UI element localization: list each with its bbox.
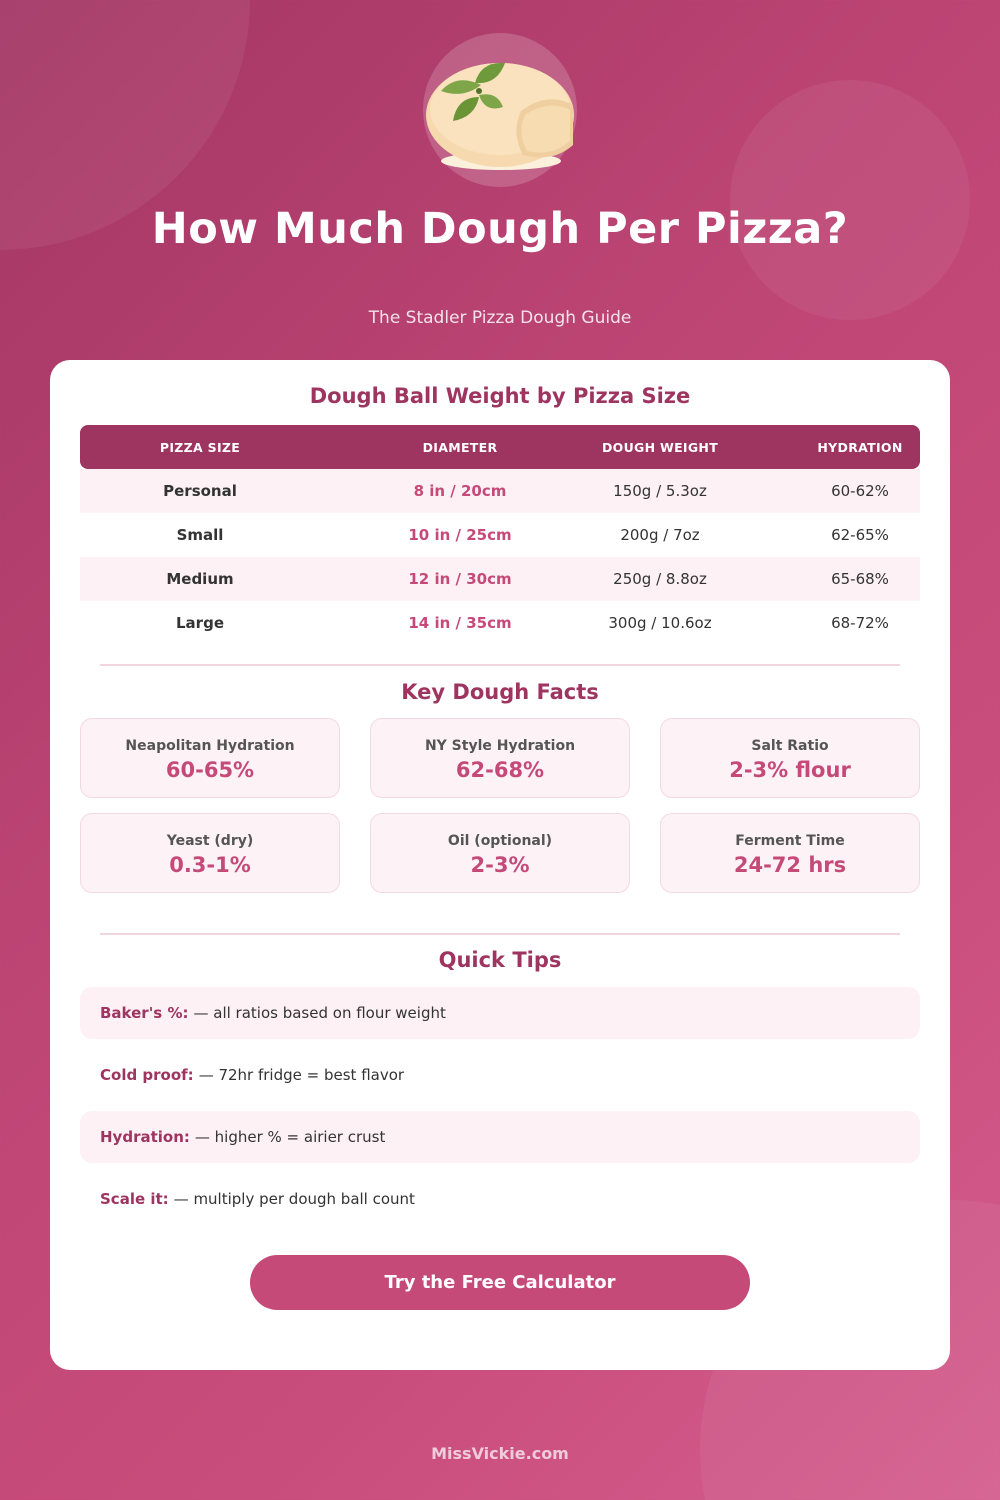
- cell-pizza-size: Personal: [163, 482, 237, 500]
- cell-dough-weight: 200g / 7oz: [620, 526, 700, 544]
- fact-label: Oil (optional): [447, 833, 553, 849]
- tip-item: [80, 1111, 920, 1163]
- fact-value: 2-3% flour: [729, 758, 851, 782]
- fact-label: Neapolitan Hydration: [125, 738, 295, 754]
- tip-text: — 72hr fridge = best flavor: [198, 1066, 405, 1084]
- table-row: [80, 557, 920, 601]
- fact-card: [80, 718, 340, 798]
- tip-key: Hydration:: [100, 1128, 190, 1146]
- fact-label: NY Style Hydration: [424, 738, 576, 754]
- fact-label: Salt Ratio: [751, 738, 829, 754]
- column-header-pizza-size: PIZZA SIZE: [159, 439, 241, 455]
- fact-label: Ferment Time: [735, 833, 845, 849]
- fact-label: Yeast (dry): [166, 833, 254, 849]
- cell-diameter: 14 in / 35cm: [408, 614, 512, 632]
- dough-ball-with-basil-icon: [423, 33, 577, 187]
- cell-pizza-size: Small: [176, 526, 224, 544]
- tips-section-title: Quick Tips: [438, 948, 562, 972]
- cell-pizza-size: Medium: [166, 570, 234, 588]
- cell-hydration: 60-62%: [831, 482, 889, 500]
- footer-site-link[interactable]: MissVickie.com: [431, 1444, 569, 1463]
- tip-text: — higher % = airier crust: [194, 1128, 386, 1146]
- content-card: [50, 360, 950, 1370]
- table-row: [80, 469, 920, 513]
- column-header-diameter: DIAMETER: [422, 439, 498, 455]
- cell-hydration: 62-65%: [831, 526, 889, 544]
- page-subtitle: The Stadler Pizza Dough Guide: [368, 308, 632, 328]
- cell-dough-weight: 300g / 10.6oz: [608, 614, 712, 632]
- fact-value: 0.3-1%: [169, 853, 251, 877]
- tip-item: [80, 1173, 920, 1225]
- cell-pizza-size: Large: [176, 614, 224, 632]
- fact-value: 60-65%: [165, 758, 255, 782]
- fact-value: 2-3%: [470, 853, 530, 877]
- table-row: [80, 601, 920, 645]
- cell-diameter: 12 in / 30cm: [408, 570, 512, 588]
- table-section-title: Dough Ball Weight by Pizza Size: [309, 384, 691, 408]
- cell-hydration: 68-72%: [831, 614, 889, 632]
- tip-key: Cold proof:: [100, 1066, 194, 1084]
- tip-text: — all ratios based on flour weight: [193, 1004, 446, 1022]
- fact-card: [80, 813, 340, 893]
- table-row: [80, 513, 920, 557]
- tip-item: [80, 1049, 920, 1101]
- dough-weight-table: [80, 425, 920, 645]
- table-header: [80, 425, 920, 469]
- cell-dough-weight: 250g / 8.8oz: [613, 570, 707, 588]
- column-header-dough-weight: DOUGH WEIGHT: [601, 439, 719, 455]
- tip-item: [80, 987, 920, 1039]
- fact-card: [370, 718, 630, 798]
- fact-card: [660, 813, 920, 893]
- background-decor-circle: [730, 80, 970, 320]
- cell-dough-weight: 150g / 5.3oz: [613, 482, 707, 500]
- cell-diameter: 10 in / 25cm: [408, 526, 512, 544]
- section-divider: [100, 664, 900, 666]
- fact-card: [660, 718, 920, 798]
- fact-value: 24-72 hrs: [733, 853, 847, 877]
- fact-card: [370, 813, 630, 893]
- section-divider: [100, 933, 900, 935]
- fact-value: 62-68%: [455, 758, 545, 782]
- tip-text: — multiply per dough ball count: [173, 1190, 415, 1208]
- column-header-hydration: HYDRATION: [817, 439, 903, 455]
- tip-key: Scale it:: [100, 1190, 169, 1208]
- cell-diameter: 8 in / 20cm: [413, 482, 507, 500]
- tip-key: Baker's %:: [100, 1004, 189, 1022]
- cell-hydration: 65-68%: [831, 570, 889, 588]
- facts-section-title: Key Dough Facts: [401, 680, 599, 704]
- page-title: How Much Dough Per Pizza?: [151, 204, 849, 254]
- try-free-calculator-button[interactable]: Try the Free Calculator: [250, 1255, 750, 1310]
